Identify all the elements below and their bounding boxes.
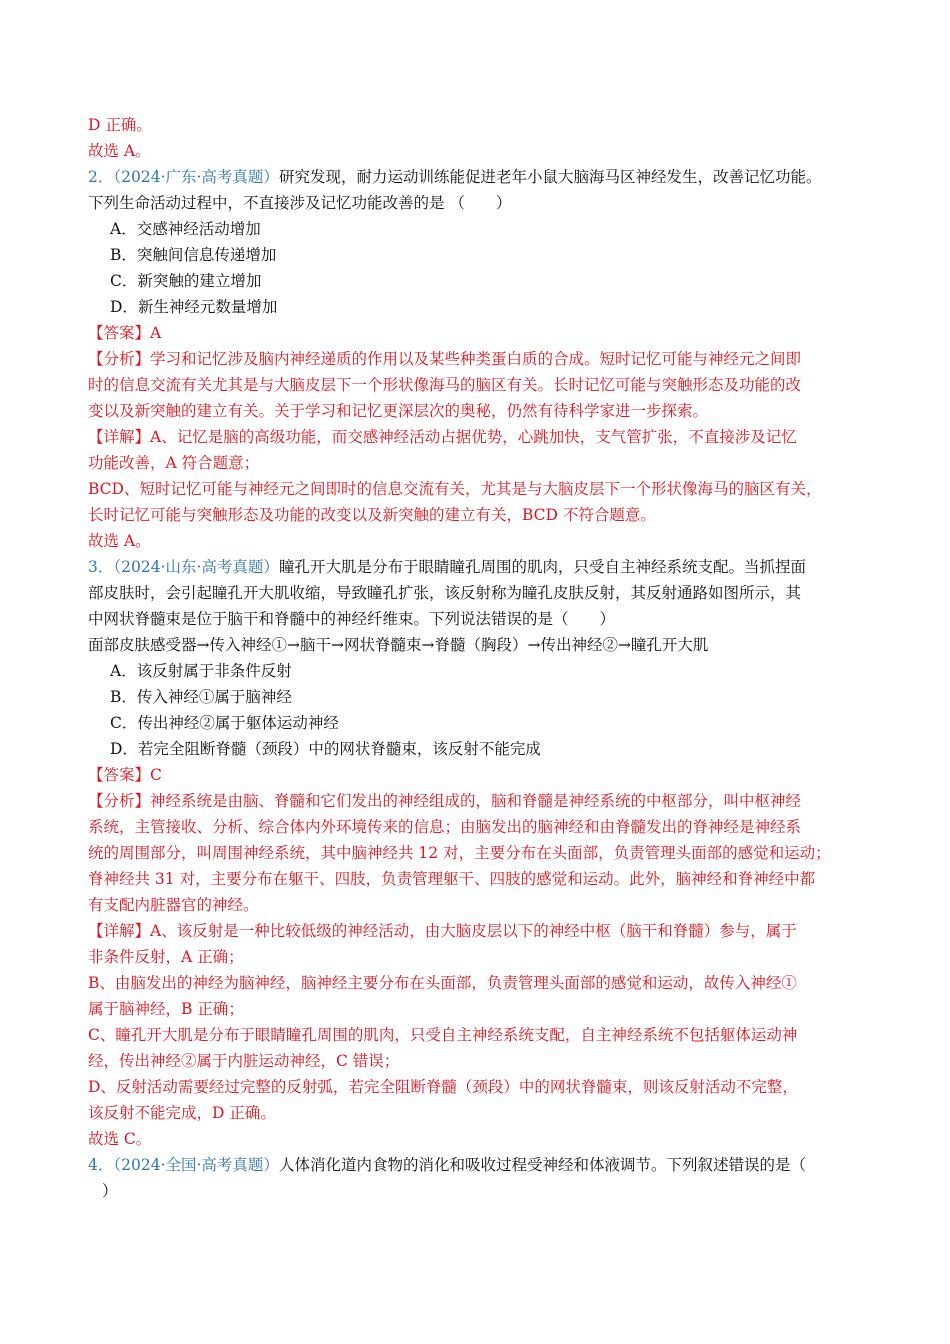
reflex-pathway: 面部皮肤感受器→传入神经①→脑干→网状脊髓束→脊髓（胸段）→传出神经②→瞳孔开大肌 (88, 636, 709, 654)
detail-line: 该反射不能完成，D 正确。 (88, 1104, 276, 1122)
question-number: 2． (88, 168, 114, 186)
detail-line: 功能改善，A 符合题意； (88, 454, 260, 472)
answer-selection: 故选 C。 (88, 1130, 152, 1148)
detail-line: 【详解】A、该反射是一种比较低级的神经活动，由大脑皮层以下的神经中枢（脑干和脊髓）参与，属于 (88, 922, 797, 940)
option-a: A．交感神经活动增加 (110, 220, 261, 238)
answer-line: 【答案】A (88, 324, 162, 342)
question-3-stem-line-1 (88, 554, 878, 580)
answer-line: 【答案】C (88, 766, 162, 784)
option-a: A．该反射属于非条件反射 (110, 662, 292, 680)
question-2-stem-line-2: 下列生命活动过程中，不直接涉及记忆功能改善的是 （ ） (88, 194, 512, 212)
option-c: C．传出神经②属于躯体运动神经 (110, 714, 339, 732)
question-4-stem-line-1 (88, 1152, 878, 1178)
question-4-stem-line-2: ） (102, 1182, 118, 1200)
detail-line: 非条件反射，A 正确； (88, 948, 244, 966)
question-source: （2024·全国·高考真题） (113, 1156, 279, 1174)
analysis-line: 【分析】神经系统是由脑、脊髓和它们发出的神经组成的，脑和脊髓是神经系统的中枢部分，叫中枢神经 (88, 792, 802, 810)
analysis-line: 系统，主管接收、分析、综合体内外环境传来的信息；由脑发出的脑神经和由脊髓发出的脊神经是神经系 (88, 818, 802, 836)
analysis-line: 脊神经共 31 对，主要分布在躯干、四肢，负责管理躯干、四肢的感觉和运动。此外，脑神经和脊神经中都 (88, 870, 816, 888)
option-b: B．突触间信息传递增加 (110, 246, 277, 264)
question-text: 研究发现，耐力运动训练能促进老年小鼠大脑海马区神经发生，改善记忆功能。 (278, 168, 822, 186)
analysis-line: 变以及新突触的建立有关。关于学习和记忆更深层次的奥秘，仍然有待科学家进一步探索。 (88, 402, 709, 420)
option-b: B．传入神经①属于脑神经 (110, 688, 292, 706)
detail-line: C、瞳孔开大肌是分布于眼睛瞳孔周围的肌肉，只受自主神经系统支配，自主神经系统不包括躯体运动神 (88, 1026, 798, 1044)
detail-line: 经，传出神经②属于内脏运动神经，C 错误； (88, 1052, 400, 1070)
document-page (88, 112, 878, 1204)
question-text: 人体消化道内食物的消化和吸收过程受神经和体液调节。下列叙述错误的是（ (278, 1156, 806, 1174)
detail-line: 属于脑神经，B 正确； (88, 1000, 244, 1018)
option-d: D．新生神经元数量增加 (110, 298, 278, 316)
option-c: C．新突触的建立增加 (110, 272, 262, 290)
answer-selection: 故选 A。 (88, 532, 151, 550)
question-3-stem-line-3: 中网状脊髓束是位于脑干和脊髓中的神经纤维束。下列说法错误的是（ ） (88, 610, 616, 628)
analysis-line: 【分析】学习和记忆涉及脑内神经递质的作用以及某些种类蛋白质的合成。短时记忆可能与神经元之间即 (88, 350, 802, 368)
question-2-stem-line-1 (88, 164, 878, 190)
analysis-line: 统的周围部分，叫周围神经系统，其中脑神经共 12 对，主要分布在头面部，负责管理头面部的感觉和运动； (88, 844, 831, 862)
question-number: 3． (88, 558, 114, 576)
detail-line: BCD、短时记忆可能与神经元之间即时的信息交流有关，尤其是与大脑皮层下一个形状像海马的脑区有关， (88, 480, 822, 498)
detail-line: 【详解】A、记忆是脑的高级功能，而交感神经活动占据优势，心跳加快，支气管扩张，不直接涉及记忆 (88, 428, 797, 446)
question-source: （2024·山东·高考真题） (113, 558, 279, 576)
answer-selection: 故选 A。 (88, 142, 151, 160)
question-3-stem-line-2: 部皮肤时，会引起瞳孔开大肌收缩，导致瞳孔扩张，该反射称为瞳孔皮肤反射，其反射通路如图所示，其 (88, 584, 802, 602)
option-d: D．若完全阻断脊髓（颈段）中的网状脊髓束，该反射不能完成 (110, 740, 541, 758)
question-source: （2024·广东·高考真题） (113, 168, 279, 186)
question-number: 4． (88, 1156, 114, 1174)
answer-conclusion: D 正确。 (88, 116, 152, 134)
detail-line: 长时记忆可能与突触形态及功能的改变以及新突触的建立有关，BCD 不符合题意。 (88, 506, 656, 524)
question-text: 瞳孔开大肌是分布于眼睛瞳孔周围的肌肉，只受自主神经系统支配。当抓捏面 (278, 558, 806, 576)
detail-line: D、反射活动需要经过完整的反射弧，若完全阻断脊髓（颈段）中的网状脊髓束，则该反射活动不完整， (88, 1078, 798, 1096)
detail-line: B、由脑发出的神经为脑神经，脑神经主要分布在头面部，负责管理头面部的感觉和运动，故传入神经① (88, 974, 797, 992)
analysis-line: 有支配内脏器官的神经。 (88, 896, 259, 914)
analysis-line: 时的信息交流有关尤其是与大脑皮层下一个形状像海马的脑区有关。长时记忆可能与突触形态及功能的改 (88, 376, 802, 394)
